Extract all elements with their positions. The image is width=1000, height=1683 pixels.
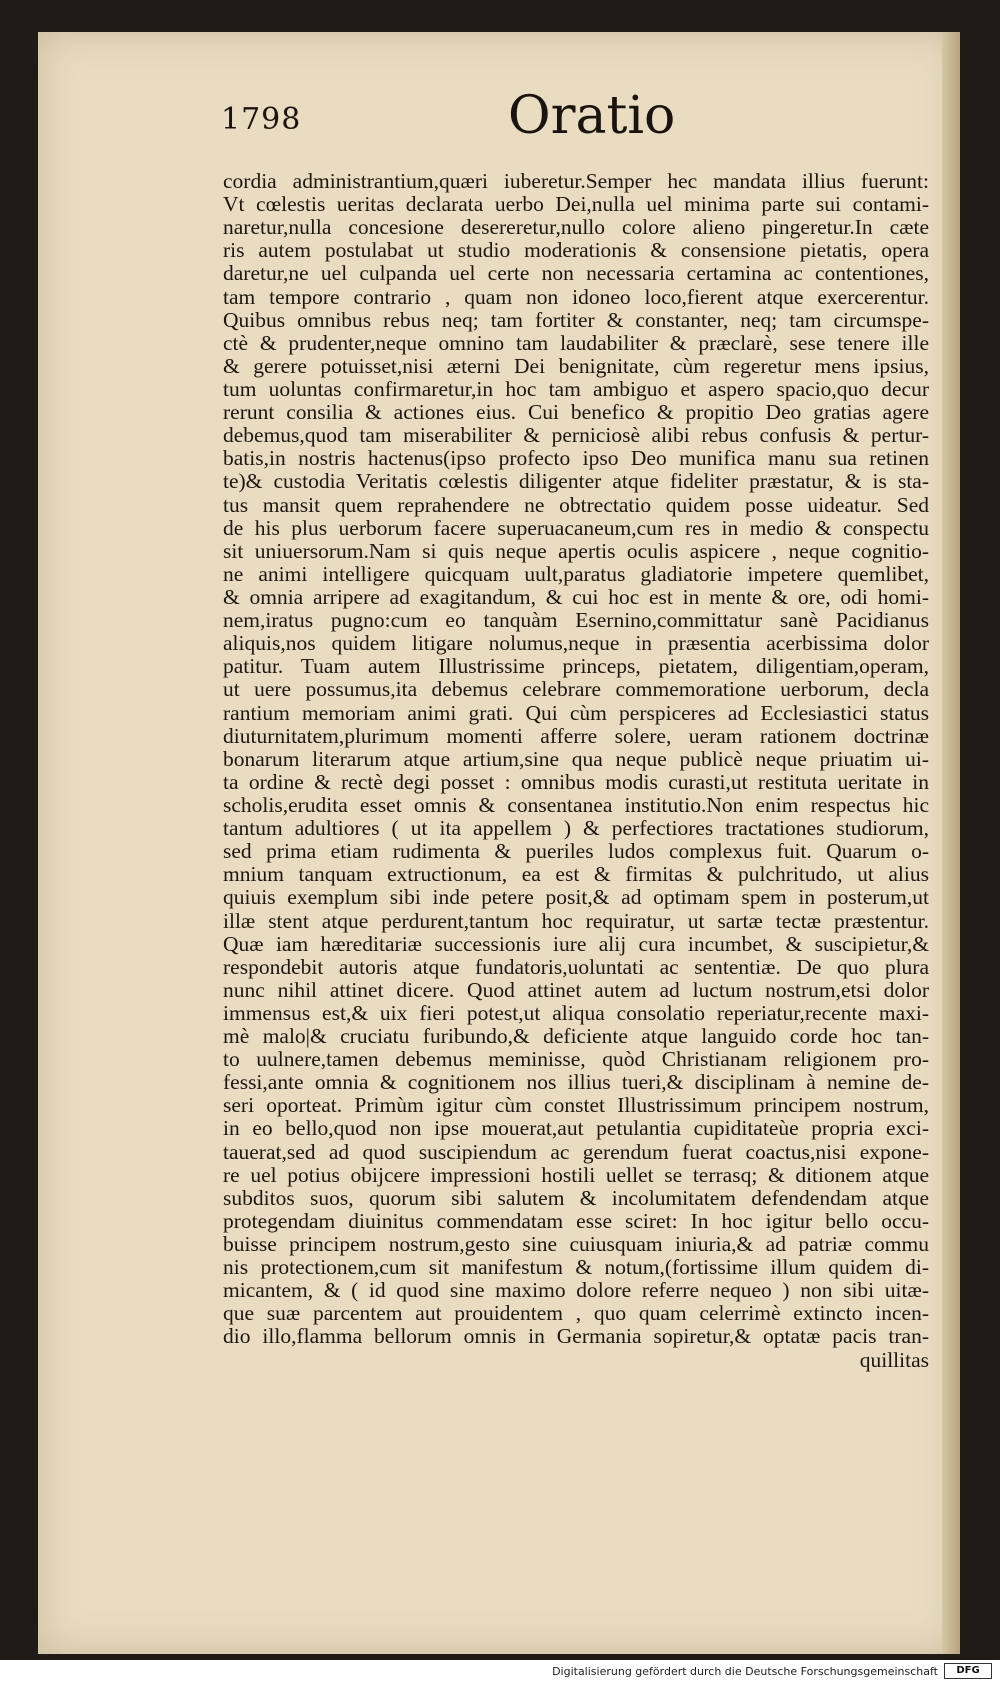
text-line: ne animi intelligere quicquam uult,paratus gladiatorie impetere quemlibet, — [223, 562, 929, 586]
text-line: cordia administrantium,quæri iuberetur.Semper hec mandata illius fuerunt: — [223, 170, 929, 193]
text-line: ris autem postulabat ut studio moderationis & consensione pietatis, opera — [223, 239, 929, 263]
text-line: ta ordine & rectè degi posset : omnibus modis curasti,ut restituta ueritate in — [223, 770, 929, 794]
text-line: diuturnitatem,plurimum momenti afferre solere, ueram rationem doctrinæ — [223, 724, 929, 748]
text-line: scholis,erudita esset omnis & consentanea institutio.Non enim respectus hic — [223, 793, 929, 817]
page-header — [38, 32, 960, 172]
text-line: mè malo|& cruciatu furibundo,& deficiente atque languido corde hoc tan- — [223, 1025, 929, 1049]
book-page — [38, 32, 960, 1654]
page-edge — [942, 32, 960, 1654]
text-line: aliquis,nos quidem litigare nolumus,neque in præsentia acerbissima dolor — [223, 632, 929, 656]
text-line: ut uere possumus,ita debemus celebrare commemoratione uerborum, decla — [223, 678, 929, 702]
catchword: quillitas — [859, 1348, 929, 1372]
dfg-logo: DFG — [944, 1663, 992, 1679]
text-line: micantem, & ( id quod sine maximo dolore referre nequeo ) non sibi uitæ- — [223, 1279, 929, 1303]
text-line: nem,iratus pugno:cum eo tanquàm Esernino,committatur sanè Pacidianus — [223, 609, 929, 633]
text-line: tam tempore contrario , quam non idoneo loco,fierent atque exercerentur. — [223, 285, 929, 309]
text-line: quiuis exemplum sibi inde petere posit,& ad optimam spem in posterum,ut — [223, 886, 929, 910]
text-line: que suæ parcentem aut prouidentem , quo quam celerrimè extincto incen- — [223, 1302, 929, 1326]
text-line: tum uoluntas confirmaretur,in hoc tam ambiguo et aspero spacio,quo decur — [223, 377, 929, 401]
text-line: tus mansit quem reprahendere ne obtrectatio quidem posse uideatur. Sed — [223, 493, 929, 517]
text-line: fessi,ante omnia & cognitionem nos illius tueri,& disciplinam à nemine de- — [223, 1071, 929, 1095]
text-line: daretur,ne uel culpanda uel certe non necessaria certamina ac contentiones, — [223, 262, 929, 286]
digitization-credit: Digitalisierung gefördert durch die Deutsche Forschungsgemeinschaft — [552, 1665, 938, 1678]
footer-bar — [0, 1660, 1000, 1683]
text-line: protegendam diuinitus commendatam esse sciret: In hoc igitur bello occu- — [223, 1209, 929, 1233]
text-line: in eo bello,quod non ipse mouerat,aut petulantia cupiditateùe propria exci- — [223, 1117, 929, 1141]
text-line: mnium tanquam extructionum, ea est & firmitas & pulchritudo, ut alius — [223, 863, 929, 887]
text-line: sit uniuersorum.Nam si quis neque apertis oculis aspicere , neque cognitio- — [223, 539, 929, 563]
text-line: batis,in nostris hactenus(ipso profecto ipso Deo munifica manu sua retinen — [223, 447, 929, 471]
text-line: tantum adultiores ( ut ita appellem ) & perfectiores tractationes studiorum, — [223, 817, 929, 841]
text-line: re uel potius obijcere impressioni hostili uellet se terrasq; & ditionem atque — [223, 1163, 929, 1187]
text-line: rantium memoriam animi grati. Qui cùm perspiceres ad Ecclesiastici status — [223, 701, 929, 725]
text-line: & omnia arripere ad exagitandum, & cui hoc est in mente & ore, odi homi- — [223, 585, 929, 609]
text-line: ctè & prudenter,neque omnino tam laudabiliter & præclarè, sese tenere ille — [223, 331, 929, 355]
text-line: & gerere potuisset,nisi æterni Dei benignitate, cùm regeretur mens ipsius, — [223, 354, 929, 378]
text-line: subditos suos, quorum sibi salutem & incolumitatem defendendam atque — [223, 1186, 929, 1210]
text-line: tauerat,sed ad quod suscipiendum ac gerendum fuerat coactus,nisi expone- — [223, 1140, 929, 1164]
text-line: debemus,quod tam miserabiliter & perniciosè alibi rebus confusis & pertur- — [223, 424, 929, 448]
text-line: sed prima etiam rudimenta & pueriles ludos complexus fuit. Quarum o- — [223, 840, 929, 864]
text-line: bonarum literarum atque artium,sine qua neque publicè neque priuatim ui- — [223, 747, 929, 771]
page-number: 1798 — [221, 102, 302, 137]
text-line: seri oporteat. Primùm igitur cùm constet Illustrissimum principem nostrum, — [223, 1094, 929, 1118]
text-line: nis protectionem,cum sit manifestum & notum,(fortissime illum quidem di- — [223, 1256, 929, 1280]
text-line: Quibus omnibus rebus neq; tam fortiter & constanter, neq; tam circumspe- — [223, 308, 929, 332]
text-line: dio illo,flamma bellorum omnis in Germania sopiretur,& optatæ pacis tran- — [223, 1325, 929, 1349]
text-line: Quæ iam hæreditariæ successionis iure alij cura incumbet, & suscipietur,& — [223, 932, 929, 956]
body-text — [223, 170, 929, 1372]
text-line: patitur. Tuam autem Illustrissime princeps, pietatem, diligentiam,operam, — [223, 655, 929, 679]
text-line: naretur,nulla concesione desereretur,nullo colore alieno pingeretur.In cæte — [223, 216, 929, 240]
text-line: illæ stent atque perdurent,tantum hoc requiratur, ut sartæ tectæ præstentur. — [223, 909, 929, 933]
text-line: respondebit autoris atque fundatoris,uoluntati ac sententiæ. De quo plura — [223, 955, 929, 979]
text-line: Vt cœlestis ueritas declarata uerbo Dei,nulla uel minima parte sui contami- — [223, 193, 929, 217]
text-line: nunc nihil attinet dicere. Quod attinet autem ad luctum nostrum,etsi dolor — [223, 978, 929, 1002]
text-line: immensus est,& uix fieri potest,ut aliqua consolatio reperiatur,recente maxi- — [223, 1001, 929, 1025]
text-line: buisse principem nostrum,gesto sine cuiusquam iniuria,& ad patriæ commu — [223, 1233, 929, 1257]
text-line: te)& custodia Veritatis cœlestis diligenter atque fideliter præstatur, & is sta- — [223, 470, 929, 494]
text-line: rerunt consilia & actiones eius. Cui benefico & propitio Deo gratias agere — [223, 401, 929, 425]
text-line: de his plus uerborum facere superuacaneum,cum res in medio & conspectu — [223, 516, 929, 540]
text-line: to uulnere,tamen debemus meminisse, quòd Christianam religionem pro- — [223, 1048, 929, 1072]
running-title: Oratio — [508, 86, 676, 146]
